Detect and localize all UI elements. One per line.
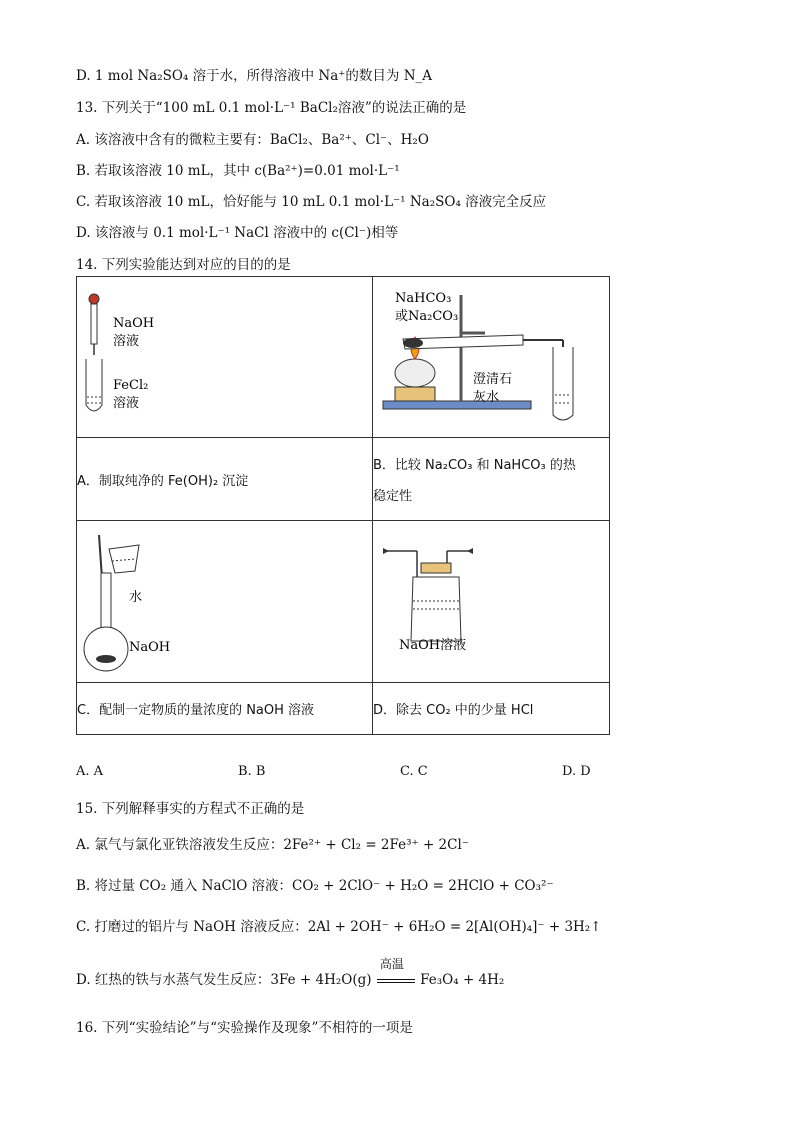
q15d-right: Fe₃O₄ + 4H₂ xyxy=(420,972,505,988)
label-fecl2: FeCl₂ xyxy=(113,378,149,393)
option-d[interactable]: D. D xyxy=(562,764,591,779)
figure-b xyxy=(373,277,610,438)
option-a[interactable]: A. A xyxy=(76,764,104,779)
option-c[interactable]: C. C xyxy=(400,764,428,779)
label-naoh-solution: NaOH溶液 xyxy=(399,638,467,653)
figure-d xyxy=(373,521,610,683)
label-water: 水 xyxy=(129,590,143,605)
label-naoh: NaOH xyxy=(113,316,155,331)
q15-option-b: B. 将过量 CO₂ 通入 NaClO 溶液：CO₂ + 2ClO⁻ + H₂O = 2HClO + CO₃²⁻ xyxy=(76,878,554,894)
q15d-left: D. 红热的铁与水蒸气发生反应：3Fe + 4H₂O(g) xyxy=(76,972,372,988)
q15-option-d xyxy=(76,957,505,988)
figure-c xyxy=(77,521,373,683)
heating-apparatus-diagram xyxy=(373,277,609,433)
option-b[interactable]: B. B xyxy=(238,764,266,779)
q13-option-a: A. 该溶液中含有的微粒主要有：BaCl₂、Ba²⁺、Cl⁻、H₂O xyxy=(76,132,429,148)
caption-a: A．制取纯净的 Fe(OH)₂ 沉淀 xyxy=(77,438,373,521)
reaction-condition xyxy=(376,957,416,988)
q15-option-a: A. 氯气与氯化亚铁溶液发生反应：2Fe²⁺ + Cl₂ = 2Fe³⁺ + 2Cl⁻ xyxy=(76,837,469,853)
label-solution-2: 溶液 xyxy=(113,396,140,411)
label-naoh-solid: NaOH xyxy=(129,640,171,655)
caption-b xyxy=(373,438,610,521)
label-limewater-2: 灰水 xyxy=(473,390,500,405)
q13-option-c: C. 若取该溶液 10 mL，恰好能与 10 mL 0.1 mol·L⁻¹ Na₂SO₄ 溶液完全反应 xyxy=(76,194,547,210)
caption-b-line1: B．比较 Na₂CO₃ 和 NaHCO₃ 的热 xyxy=(373,458,576,473)
caption-b-line2: 稳定性 xyxy=(373,489,413,504)
experiment-table xyxy=(76,276,610,735)
dropper-testtube-diagram xyxy=(77,277,372,433)
label-limewater-1: 澄清石 xyxy=(473,372,513,387)
caption-d: D．除去 CO₂ 中的少量 HCl xyxy=(373,683,610,735)
figure-a xyxy=(77,277,373,438)
q13-stem: 13. 下列关于“100 mL 0.1 mol·L⁻¹ BaCl₂溶液”的说法正确的是 xyxy=(76,100,467,116)
caption-c: C．配制一定物质的量浓度的 NaOH 溶液 xyxy=(77,683,373,735)
q14-stem: 14. 下列实验能达到对应的目的的是 xyxy=(76,257,291,273)
condition-high-temp: 高温 xyxy=(379,957,404,971)
gas-washing-bottle-diagram xyxy=(373,521,609,678)
label-nahco3: NaHCO₃ xyxy=(395,291,452,306)
volumetric-flask-diagram xyxy=(77,521,372,678)
label-or-na2co3: 或Na₂CO₃ xyxy=(395,309,459,324)
label-solution: 溶液 xyxy=(113,334,140,349)
q13-option-d: D. 该溶液与 0.1 mol·L⁻¹ NaCl 溶液中的 c(Cl⁻)相等 xyxy=(76,225,399,241)
q13-option-b: B. 若取该溶液 10 mL，其中 c(Ba²⁺)=0.01 mol·L⁻¹ xyxy=(76,163,400,179)
q16-stem: 16. 下列“实验结论”与“实验操作及现象”不相符的一项是 xyxy=(76,1020,413,1036)
q15-option-c: C. 打磨过的铝片与 NaOH 溶液反应：2Al + 2OH⁻ + 6H₂O = 2[Al(OH)₄]⁻ + 3H₂↑ xyxy=(76,919,602,935)
q12-option-d: D. 1 mol Na₂SO₄ 溶于水，所得溶液中 Na⁺的数目为 N_A xyxy=(76,68,433,84)
q15-stem: 15. 下列解释事实的方程式不正确的是 xyxy=(76,801,305,817)
